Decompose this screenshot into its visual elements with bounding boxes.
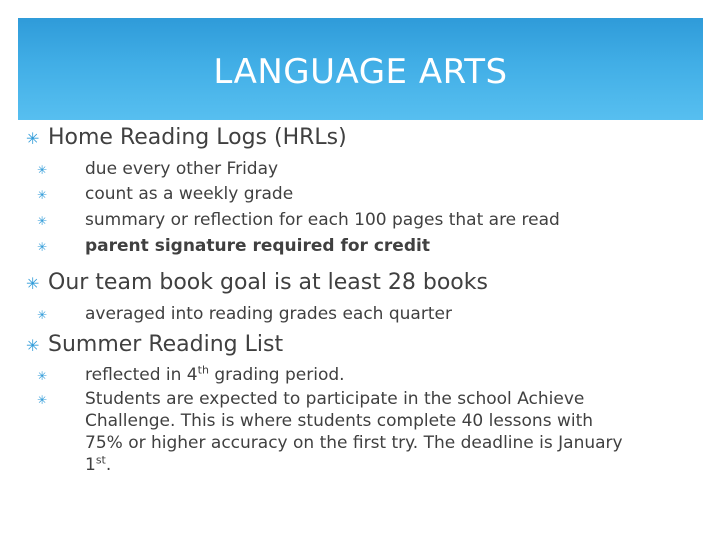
slide-title: LANGUAGE ARTS bbox=[213, 52, 508, 92]
asterisk-bullet-icon: ✳ bbox=[37, 240, 48, 254]
list-item: ✳ averaged into reading grades each quarter bbox=[37, 304, 452, 324]
asterisk-bullet-icon: ✳ bbox=[26, 274, 40, 293]
asterisk-bullet-icon: ✳ bbox=[37, 308, 48, 322]
list-item: ✳ due every other Friday bbox=[37, 159, 279, 179]
list-item-parent-signature: ✳ parent signature required for credit bbox=[37, 236, 430, 256]
bullet-summer-reading: ✳ Summer Reading List bbox=[26, 332, 284, 357]
list-item: ✳ summary or reflection for each 100 pages that are read bbox=[37, 210, 560, 230]
asterisk-bullet-icon: ✳ bbox=[37, 214, 48, 228]
bullet-home-reading-logs: ✳ Home Reading Logs (HRLs) bbox=[26, 125, 347, 150]
asterisk-bullet-icon: ✳ bbox=[37, 188, 48, 202]
asterisk-bullet-icon: ✳ bbox=[26, 336, 40, 355]
asterisk-bullet-icon: ✳ bbox=[26, 129, 40, 148]
asterisk-bullet-icon: ✳ bbox=[37, 393, 48, 407]
asterisk-bullet-icon: ✳ bbox=[37, 163, 48, 177]
bullet-team-book-goal: ✳ Our team book goal is at least 28 books bbox=[26, 270, 488, 295]
list-item: ✳ count as a weekly grade bbox=[37, 184, 294, 204]
asterisk-bullet-icon: ✳ bbox=[37, 369, 48, 383]
list-item: ✳ reflected in 4th grading period. bbox=[37, 363, 345, 385]
list-item-achieve-challenge: ✳ Students are expected to participate in the school Achieve Challenge. This is where students complete 40 lessons with 75% or higher accuracy on the first try. The deadline is January 1st. bbox=[37, 389, 623, 475]
